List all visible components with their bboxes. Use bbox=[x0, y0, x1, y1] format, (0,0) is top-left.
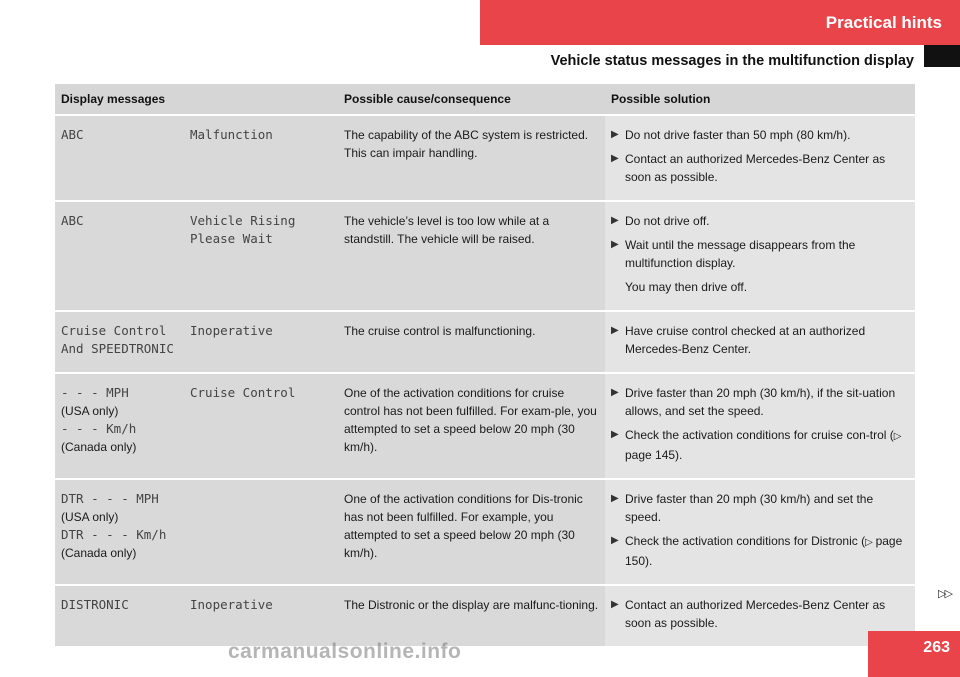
display-message-detail-cell bbox=[184, 201, 338, 311]
display-message-cell bbox=[55, 201, 184, 311]
solution-item bbox=[611, 126, 909, 144]
region-note: (Canada only) bbox=[61, 546, 137, 560]
bullet-triangle-icon: ▶ bbox=[611, 493, 619, 504]
cause-text: The Distronic or the display are malfunc-tioning. bbox=[344, 598, 599, 612]
table-row bbox=[55, 201, 915, 311]
display-message-text: - - - MPH bbox=[61, 385, 129, 400]
cause-text: One of the activation conditions for cruise control has not been fulfilled. For exam-ple, you attempted to set a speed below 20 mph (30 km/h). bbox=[344, 386, 597, 454]
display-message-detail-cell bbox=[184, 115, 338, 201]
region-note: (Canada only) bbox=[61, 440, 137, 454]
solution-cell bbox=[605, 115, 915, 201]
solution-item bbox=[611, 236, 909, 272]
watermark: carmanualsonline.info bbox=[228, 640, 462, 663]
table-header-row bbox=[55, 84, 915, 115]
table-row bbox=[55, 311, 915, 373]
solution-text: Have cruise control checked at an authorized Mercedes-Benz Center. bbox=[625, 324, 866, 356]
cause-cell bbox=[338, 115, 605, 201]
display-message-text: Cruise Control bbox=[61, 323, 167, 338]
cause-cell bbox=[338, 201, 605, 311]
solution-cell bbox=[605, 201, 915, 311]
bullet-triangle-icon: ▶ bbox=[611, 153, 619, 164]
solution-text: Contact an authorized Mercedes-Benz Center as soon as possible. bbox=[625, 152, 886, 184]
page-number: 263 bbox=[868, 631, 960, 677]
display-message-detail-cell bbox=[184, 479, 338, 585]
page-subtitle: Vehicle status messages in the multifunction display bbox=[550, 53, 914, 69]
display-message-text: - - - Km/h bbox=[61, 421, 137, 436]
status-messages-table bbox=[55, 84, 915, 648]
display-message-cell bbox=[55, 115, 184, 201]
solution-text: Contact an authorized Mercedes-Benz Center as soon as possible. bbox=[625, 598, 886, 630]
display-message-detail: Inoperative bbox=[190, 323, 273, 338]
section-title: Practical hints bbox=[825, 13, 942, 32]
page-reference-link[interactable]: page 150). bbox=[625, 534, 903, 568]
display-message-detail: Inoperative bbox=[190, 597, 273, 612]
page-reference-icon: ▷ bbox=[893, 431, 902, 442]
cause-cell bbox=[338, 479, 605, 585]
corner-block bbox=[924, 45, 960, 67]
display-message-text: ABC bbox=[61, 213, 84, 228]
bullet-triangle-icon: ▶ bbox=[611, 387, 619, 398]
section-tab bbox=[480, 0, 960, 45]
cause-cell bbox=[338, 373, 605, 479]
display-message-detail-cell bbox=[184, 373, 338, 479]
solution-text: You may then drive off. bbox=[625, 280, 748, 294]
display-message-cell bbox=[55, 479, 184, 585]
bullet-triangle-icon: ▶ bbox=[611, 325, 619, 336]
display-message-text: DTR - - - Km/h bbox=[61, 527, 167, 542]
table-row bbox=[55, 479, 915, 585]
display-message-detail: Malfunction bbox=[190, 127, 273, 142]
solution-cell bbox=[605, 479, 915, 585]
header-possible-solution: Possible solution bbox=[605, 84, 915, 115]
cause-text: The cruise control is malfunctioning. bbox=[344, 324, 536, 338]
bullet-triangle-icon: ▶ bbox=[611, 129, 619, 140]
solution-text: Drive faster than 20 mph (30 km/h) and set the speed. bbox=[625, 492, 874, 524]
display-message-cell bbox=[55, 585, 184, 647]
solution-cell bbox=[605, 311, 915, 373]
solution-item bbox=[611, 490, 909, 526]
continue-icon: ▷▷ bbox=[938, 588, 951, 600]
table-row bbox=[55, 373, 915, 479]
solution-text: Do not drive faster than 50 mph (80 km/h). bbox=[625, 128, 851, 142]
header-display-messages: Display messages bbox=[55, 84, 338, 115]
display-message-text: DISTRONIC bbox=[61, 597, 129, 612]
solution-item bbox=[611, 212, 909, 230]
display-message-text: DTR - - - MPH bbox=[61, 491, 159, 506]
display-message-detail-cell bbox=[184, 585, 338, 647]
bullet-triangle-icon: ▶ bbox=[611, 429, 619, 440]
bullet-triangle-icon: ▶ bbox=[611, 239, 619, 250]
solution-text: Drive faster than 20 mph (30 km/h), if the sit-uation allows, and set the speed. bbox=[625, 386, 896, 418]
solution-text: Wait until the message disappears from the multifunction display. bbox=[625, 238, 856, 270]
solution-item bbox=[611, 532, 909, 570]
table-row bbox=[55, 585, 915, 647]
display-message-detail: Cruise Control bbox=[190, 385, 296, 400]
display-message-text: And SPEEDTRONIC bbox=[61, 341, 174, 356]
cause-cell bbox=[338, 311, 605, 373]
display-message-text: ABC bbox=[61, 127, 84, 142]
bullet-triangle-icon: ▶ bbox=[611, 215, 619, 226]
solution-item bbox=[611, 426, 909, 464]
display-message-detail: Vehicle Rising bbox=[190, 213, 296, 228]
page-reference-link[interactable]: page 145). bbox=[625, 448, 683, 462]
display-message-cell bbox=[55, 373, 184, 479]
cause-text: The vehicle’s level is too low while at a standstill. The vehicle will be raised. bbox=[344, 214, 550, 246]
solution-item bbox=[611, 384, 909, 420]
display-message-detail: Please Wait bbox=[190, 231, 273, 246]
display-message-detail-cell bbox=[184, 311, 338, 373]
cause-text: The capability of the ABC system is restricted. This can impair handling. bbox=[344, 128, 589, 160]
solution-item bbox=[611, 596, 909, 632]
solution-text: Check the activation conditions for Distronic ( bbox=[625, 534, 866, 548]
cause-text: One of the activation conditions for Dis-tronic has not been fulfilled. For example, you attempted to set a speed below 20 mph (30 km/h). bbox=[344, 492, 583, 560]
display-message-cell bbox=[55, 311, 184, 373]
solution-note bbox=[611, 278, 909, 296]
table-row bbox=[55, 115, 915, 201]
bullet-triangle-icon: ▶ bbox=[611, 535, 619, 546]
bullet-triangle-icon: ▶ bbox=[611, 599, 619, 610]
header-possible-cause: Possible cause/consequence bbox=[338, 84, 605, 115]
cause-cell bbox=[338, 585, 605, 647]
page-reference-icon: ▷ bbox=[865, 537, 876, 548]
solution-cell bbox=[605, 373, 915, 479]
solution-text: Do not drive off. bbox=[625, 214, 710, 228]
region-note: (USA only) bbox=[61, 404, 119, 418]
solution-item bbox=[611, 150, 909, 186]
solution-item bbox=[611, 322, 909, 358]
region-note: (USA only) bbox=[61, 510, 119, 524]
solution-text: Check the activation conditions for cruise con-trol ( bbox=[625, 428, 894, 442]
